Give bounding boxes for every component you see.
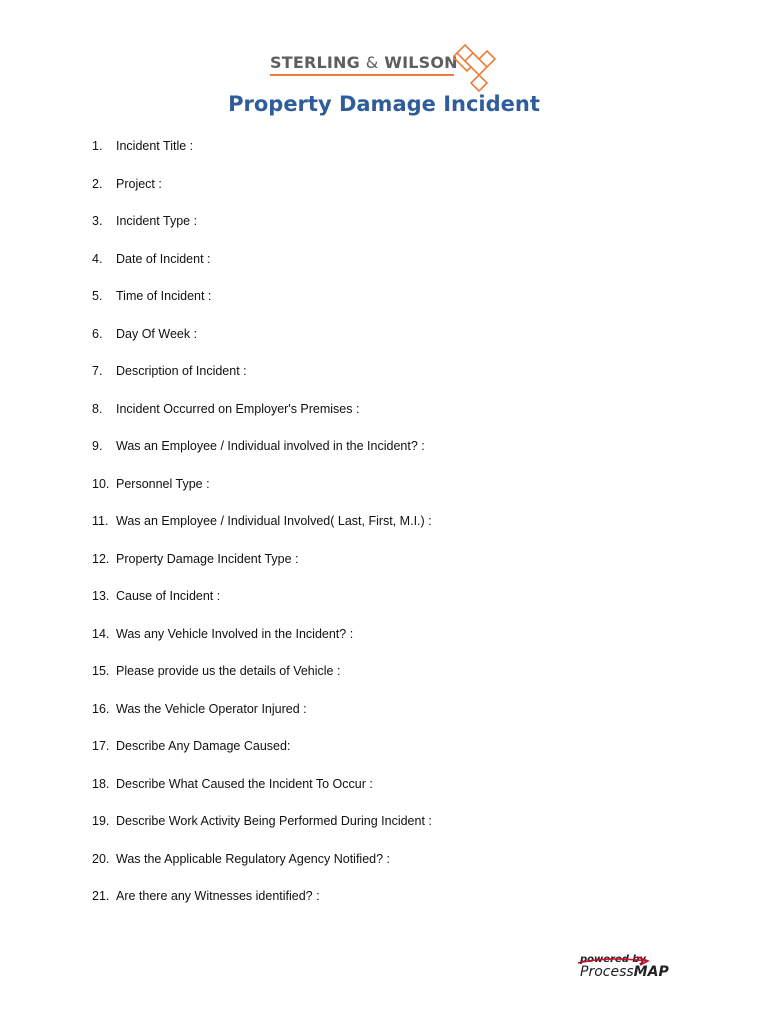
question-number: 15. (92, 664, 110, 678)
question-number: 17. (92, 739, 110, 753)
question-number: 16. (92, 701, 110, 716)
question-label: Describe Any Damage Caused: (116, 739, 291, 753)
question-label: Project : (116, 176, 162, 191)
question-label: Day Of Week : (116, 326, 198, 341)
question-label: Incident Type : (116, 214, 198, 228)
question-number: 9. (92, 439, 103, 453)
question-item (92, 362, 432, 400)
question-item (92, 212, 432, 250)
powered-by-label: powered by (580, 954, 647, 965)
question-label: Time of Incident : (116, 289, 212, 303)
question-number: 8. (92, 401, 103, 416)
question-label: Please provide us the details of Vehicle : (116, 664, 341, 678)
question-item (92, 775, 432, 813)
question-label: Was any Vehicle Involved in the Incident? : (116, 626, 354, 641)
question-number: 14. (92, 626, 110, 641)
logo-ampersand: & (365, 53, 379, 72)
question-label: Describe Work Activity Being Performed During Incident : (116, 814, 432, 828)
question-number: 12. (92, 551, 110, 566)
question-number: 4. (92, 251, 103, 266)
question-item (92, 850, 432, 888)
question-number: 18. (92, 776, 110, 791)
question-label: Was an Employee / Individual involved in the Incident? : (116, 439, 425, 453)
question-number: 10. (92, 476, 110, 491)
company-logo (270, 43, 500, 95)
question-item (92, 437, 432, 475)
question-item (92, 250, 432, 288)
question-number: 6. (92, 326, 103, 341)
question-label: Description of Incident : (116, 364, 247, 378)
logo-mark-icon (453, 43, 499, 93)
company-logo-text (270, 53, 458, 72)
question-item (92, 737, 432, 775)
question-item (92, 475, 432, 513)
question-label: Cause of Incident : (116, 589, 221, 603)
question-item (92, 325, 432, 363)
question-item (92, 587, 432, 625)
brand-part-map: MAP (633, 964, 669, 980)
question-number: 7. (92, 364, 103, 378)
question-label: Incident Occurred on Employer's Premises : (116, 401, 360, 416)
question-item (92, 400, 432, 438)
processmap-swoosh-icon (578, 954, 678, 986)
question-number: 2. (92, 176, 103, 191)
question-item (92, 137, 432, 175)
question-number: 11. (92, 514, 109, 528)
question-item (92, 812, 432, 850)
logo-name-sterling: STERLING (270, 53, 360, 72)
question-item (92, 625, 432, 663)
question-number: 1. (92, 139, 103, 153)
question-item (92, 887, 432, 925)
question-label: Property Damage Incident Type : (116, 551, 299, 566)
question-list (92, 137, 432, 925)
question-number: 20. (92, 851, 110, 866)
brand-part-process: Process (580, 964, 634, 980)
question-label: Are there any Witnesses identified? : (116, 889, 320, 903)
question-label: Describe What Caused the Incident To Occur : (116, 776, 373, 791)
question-item (92, 175, 432, 213)
question-number: 19. (92, 814, 110, 828)
question-item (92, 700, 432, 738)
question-label: Was an Employee / Individual Involved( Last, First, M.I.) : (116, 514, 432, 528)
question-label: Date of Incident : (116, 251, 211, 266)
question-item (92, 662, 432, 700)
question-item (92, 287, 432, 325)
question-number: 13. (92, 589, 110, 603)
question-item (92, 550, 432, 588)
processmap-logo (578, 954, 678, 986)
question-item (92, 512, 432, 550)
question-number: 21. (92, 889, 110, 903)
question-number: 3. (92, 214, 103, 228)
question-label: Incident Title : (116, 139, 194, 153)
logo-name-wilson: WILSON (384, 53, 458, 72)
logo-underline (270, 74, 454, 76)
question-label: Was the Vehicle Operator Injured : (116, 701, 307, 716)
question-number: 5. (92, 289, 103, 303)
page-title: Property Damage Incident (228, 92, 540, 116)
question-label: Personnel Type : (116, 476, 210, 491)
question-label: Was the Applicable Regulatory Agency Notified? : (116, 851, 390, 866)
